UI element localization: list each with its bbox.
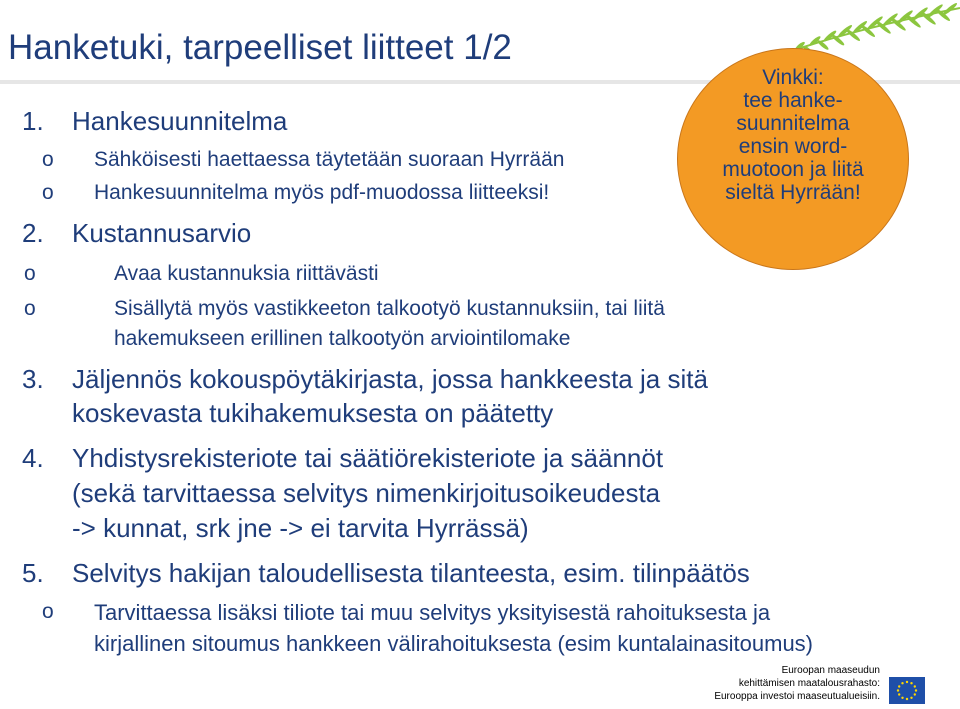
callout-line: suunnitelma <box>736 112 850 135</box>
sub-item-text: kirjallinen sitoumus hankkeen välirahoituksesta (esim kuntalainasitoumus) <box>94 631 814 656</box>
sub-item-text: Sisällytä myös vastikkeeton talkootyö kustannuksiin, tai liitä <box>114 297 665 320</box>
footer-line: Euroopan maaseudun <box>781 665 880 676</box>
callout-line: ensin word- <box>738 135 848 158</box>
bullet-icon: o <box>42 148 54 171</box>
sub-item-text: Tarvittaessa lisäksi tiliote tai muu selvitys yksityisestä rahoituksesta ja <box>94 600 771 625</box>
item-number: 4. <box>22 443 44 473</box>
sub-item-text: hakemukseen erillinen talkootyön arviointilomake <box>114 327 571 350</box>
item-number: 3. <box>22 364 44 394</box>
tip-callout-text <box>686 66 900 204</box>
item-text: Hankesuunnitelma <box>72 106 288 136</box>
item-text: Yhdistysrekisteriote tai säätiörekisteriote ja säännöt <box>72 443 664 473</box>
footer-line: Eurooppa investoi maaseutualueisiin. <box>714 691 880 702</box>
callout-line: tee hanke- <box>743 89 843 112</box>
bullet-icon: o <box>42 181 54 204</box>
item-text: Selvitys hakijan taloudellisesta tilanteesta, esim. tilinpäätös <box>72 558 750 588</box>
item-text: Jäljennös kokouspöytäkirjasta, jossa hankkeesta ja sitä <box>72 364 708 394</box>
sub-item-text: Avaa kustannuksia riittävästi <box>114 262 379 285</box>
callout-line: muotoon ja liitä <box>722 158 864 181</box>
footer-line: kehittämisen maatalousrahasto: <box>738 678 880 689</box>
callout-line: Vinkki: <box>762 66 824 89</box>
item-number: 1. <box>22 106 44 136</box>
item-number: 5. <box>22 558 44 588</box>
item-text: koskevasta tukihakemuksesta on päätetty <box>72 398 554 428</box>
item-text: -> kunnat, srk jne -> ei tarvita Hyrrässä) <box>72 513 529 543</box>
bullet-icon: o <box>42 600 54 623</box>
item-text: (sekä tarvittaessa selvitys nimenkirjoitusoikeudesta <box>72 478 661 508</box>
eu-funding-footer <box>660 664 880 703</box>
page-title: Hanketuki, tarpeelliset liitteet 1/2 <box>8 28 512 67</box>
item-text: Kustannusarvio <box>72 218 252 248</box>
bullet-icon: o <box>24 297 36 320</box>
bullet-icon: o <box>24 262 36 285</box>
item-number: 2. <box>22 218 44 248</box>
sub-item-text: Hankesuunnitelma myös pdf-muodossa liitteeksi! <box>94 181 550 204</box>
sub-item-text: Sähköisesti haettaessa täytetään suoraan Hyrrään <box>94 148 565 171</box>
callout-line: sieltä Hyrrään! <box>725 181 861 204</box>
eu-flag-icon <box>889 677 925 704</box>
